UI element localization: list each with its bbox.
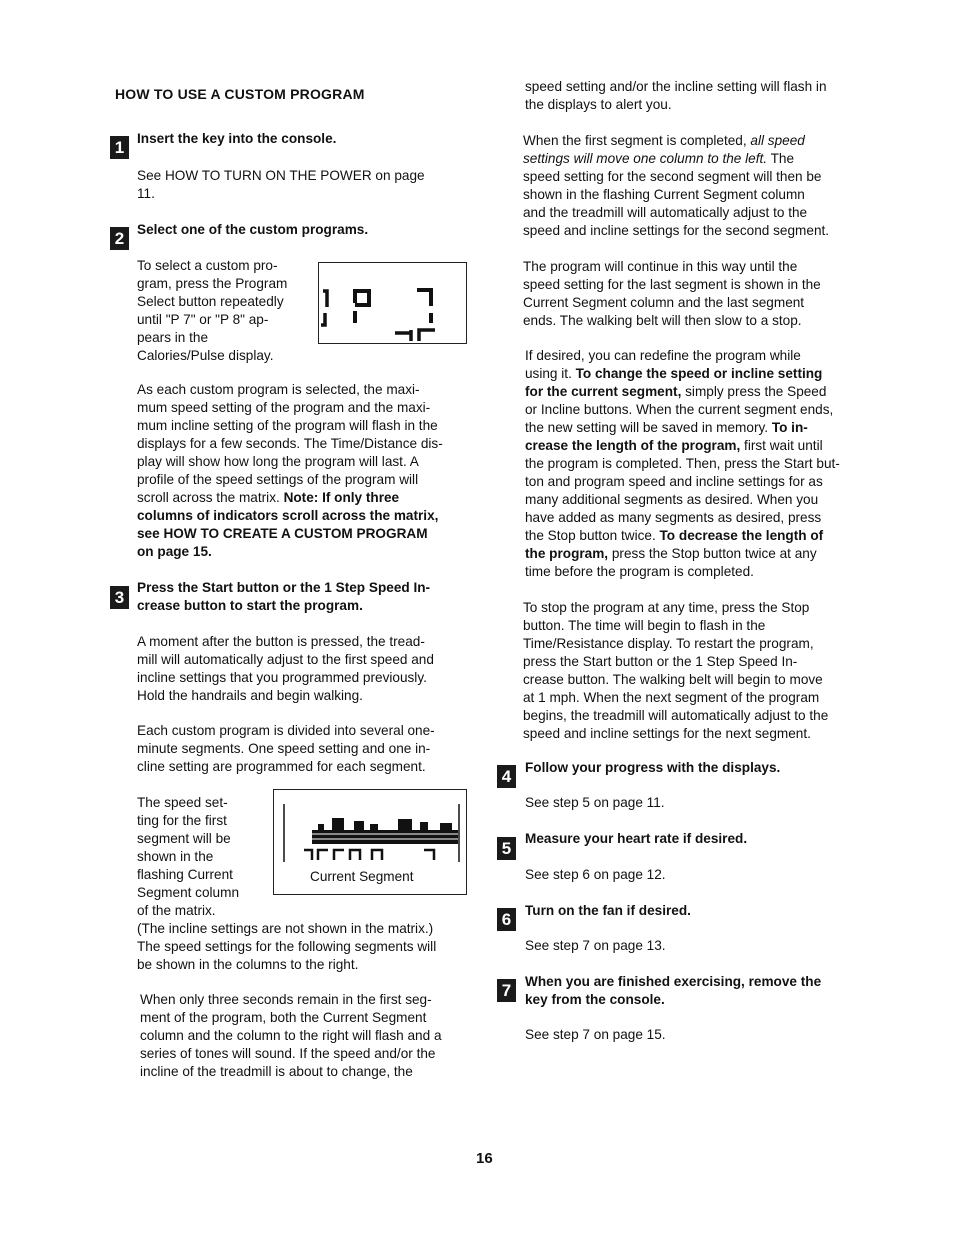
para-line: the program is completed. Then, press the Start but-	[525, 456, 840, 471]
para-line: column and the column to the right will flash and a	[140, 1028, 442, 1043]
note-bold: Note: If only three	[283, 490, 400, 505]
para-line: mum speed setting of the program and the maxi-	[137, 400, 431, 415]
step-7-body: See step 7 on page 15.	[525, 1027, 666, 1042]
speed-text-line: shown in the	[137, 849, 214, 864]
text-segment: the new setting will be saved in memory.	[525, 420, 772, 435]
step-4-number: 4	[497, 765, 516, 788]
step-7-heading-line: When you are finished exercising, remove the	[525, 974, 822, 989]
para-line: mill will automatically adjust to the first speed and	[137, 652, 434, 667]
para-line: If desired, you can redefine the program while	[525, 348, 801, 363]
para-line: the displays to alert you.	[525, 97, 672, 112]
para-line	[525, 383, 826, 401]
para-line: have added as many segments as desired, press	[525, 510, 822, 525]
italic-segment: settings will move one column to the left.	[523, 151, 768, 166]
speed-text-line: Segment column	[137, 885, 240, 900]
step-1-heading: Insert the key into the console.	[137, 131, 337, 146]
para-line: series of tones will sound. If the speed and/or the	[140, 1046, 436, 1061]
para-line: shown in the flashing Current Segment column	[523, 187, 805, 202]
para-line: speed and incline settings for the next segment.	[523, 726, 811, 741]
text-segment: press the Stop button twice at any	[608, 546, 817, 561]
step-7-heading-line: key from the console.	[525, 992, 665, 1007]
para-segment: scroll across the matrix.	[137, 490, 280, 505]
para-line: speed setting for the second segment will then be	[523, 169, 822, 184]
lcd-p7-digits-icon	[319, 263, 466, 343]
step-6-body: See step 7 on page 13.	[525, 938, 666, 953]
para-line: many additional segments as desired. When you	[525, 492, 819, 507]
text-segment: using it.	[525, 366, 576, 381]
para-line: incline settings that you programmed previously.	[137, 670, 427, 685]
matrix-caption: Current Segment	[310, 869, 414, 884]
step-3-heading-line: crease button to start the program.	[137, 598, 363, 613]
para-line: The speed settings for the following segments will	[137, 939, 437, 954]
para-line: incline of the treadmill is about to change, the	[140, 1064, 413, 1079]
speed-text-line: The speed set-	[137, 795, 228, 810]
para-line: The program will continue in this way until the	[523, 259, 798, 274]
para-line: at 1 mph. When the next segment of the program	[523, 690, 820, 705]
para-line: Each custom program is divided into several one-	[137, 723, 435, 738]
speed-text-line: flashing Current	[137, 867, 233, 882]
para-line: As each custom program is selected, the maxi-	[137, 382, 420, 397]
text-segment: first wait until	[740, 438, 823, 453]
para-line: (The incline settings are not shown in the matrix.)	[137, 921, 434, 936]
page-title: HOW TO USE A CUSTOM PROGRAM	[115, 86, 365, 102]
para-line: When only three seconds remain in the first seg-	[140, 992, 432, 1007]
speed-text-line: segment will be	[137, 831, 231, 846]
bold-segment: crease the length of the program,	[525, 438, 741, 453]
step-1-number: 1	[110, 136, 129, 159]
text-segment: simply press the Speed	[681, 384, 827, 399]
para-line	[525, 437, 823, 455]
bold-segment: To change the speed or incline setting	[575, 366, 823, 381]
para-line: cline setting are programmed for each segment.	[137, 759, 426, 774]
select-text-line: pears in the	[137, 330, 209, 345]
para-line: ment of the program, both the Current Segment	[140, 1010, 427, 1025]
select-text-line: To select a custom pro-	[137, 258, 278, 273]
para-line: time before the program is completed.	[525, 564, 754, 579]
para-line	[523, 132, 805, 150]
para-line: mum incline setting of the program will flash in the	[137, 418, 438, 433]
para-line	[525, 419, 808, 437]
bold-segment: To decrease the length of	[659, 528, 824, 543]
page-number: 16	[476, 1150, 493, 1167]
para-line: speed setting and/or the incline setting will flash in	[525, 79, 827, 94]
step-1-body-line: 11.	[137, 186, 155, 201]
text-segment: The	[767, 151, 795, 166]
para-line: Time/Resistance display. To restart the program,	[523, 636, 814, 651]
step-2-number: 2	[110, 227, 129, 250]
para-line: press the Start button or the 1 Step Speed In-	[523, 654, 798, 669]
bold-segment: for the current segment,	[525, 384, 682, 399]
text-segment: the Stop button twice.	[525, 528, 660, 543]
step-2-heading: Select one of the custom programs.	[137, 222, 369, 237]
note-bold-line: see HOW TO CREATE A CUSTOM PROGRAM	[137, 526, 428, 541]
matrix-segments-icon	[274, 790, 466, 868]
para-line: button. The time will begin to flash in the	[523, 618, 766, 633]
step-5-number: 5	[497, 837, 516, 860]
step-6-heading: Turn on the fan if desired.	[525, 903, 691, 918]
para-line	[525, 527, 823, 545]
step-5-body: See step 6 on page 12.	[525, 867, 666, 882]
para-line: play will show how long the program will last. A	[137, 454, 419, 469]
para-line: crease button. The walking belt will begin to move	[523, 672, 823, 687]
step-3-heading-line: Press the Start button or the 1 Step Speed In-	[137, 580, 431, 595]
select-text-line: until "P 7" or "P 8" ap-	[137, 312, 269, 327]
select-text-line: gram, press the Program	[137, 276, 288, 291]
note-bold-line: columns of indicators scroll across the matrix,	[137, 508, 439, 523]
para-line: Hold the handrails and begin walking.	[137, 688, 363, 703]
step-3-number: 3	[110, 586, 129, 609]
italic-segment: all speed	[750, 133, 805, 148]
select-text-line: Calories/Pulse display.	[137, 348, 274, 363]
para-line: ton and program speed and incline settings for as	[525, 474, 823, 489]
para-line	[525, 545, 817, 563]
speed-text-line: of the matrix.	[137, 903, 216, 918]
step-5-heading: Measure your heart rate if desired.	[525, 831, 748, 846]
para-line: minute segments. One speed setting and one in-	[137, 741, 431, 756]
para-line: and the treadmill will automatically adjust to the	[523, 205, 808, 220]
para-line	[525, 365, 822, 383]
note-bold-line: on page 15.	[137, 544, 212, 559]
text-segment: When the first segment is completed,	[523, 133, 751, 148]
para-line: be shown in the columns to the right.	[137, 957, 359, 972]
step-1-body-line: See HOW TO TURN ON THE POWER on page	[137, 168, 425, 183]
para-line: speed and incline settings for the second segment.	[523, 223, 830, 238]
para-line: To stop the program at any time, press the Stop	[523, 600, 810, 615]
matrix-display	[273, 789, 467, 895]
select-text-line: Select button repeatedly	[137, 294, 284, 309]
step-4-heading: Follow your progress with the displays.	[525, 760, 781, 775]
para-line	[523, 150, 794, 168]
speed-text-line: ting for the first	[137, 813, 227, 828]
para-line: ends. The walking belt will then slow to a stop.	[523, 313, 802, 328]
para-line: A moment after the button is pressed, the tread-	[137, 634, 425, 649]
bold-segment: the program,	[525, 546, 609, 561]
step-4-body: See step 5 on page 11.	[525, 795, 665, 810]
para-line: Current Segment column and the last segment	[523, 295, 805, 310]
para-line: or Incline buttons. When the current segment ends,	[525, 402, 834, 417]
bold-segment: To in-	[771, 420, 808, 435]
para-line	[137, 489, 399, 507]
calories-pulse-display	[318, 262, 467, 344]
para-line: speed setting for the last segment is shown in the	[523, 277, 821, 292]
para-line: begins, the treadmill will automatically adjust to the	[523, 708, 829, 723]
para-line: displays for a few seconds. The Time/Distance dis-	[137, 436, 443, 451]
step-7-number: 7	[497, 979, 516, 1002]
para-line: profile of the speed settings of the program will	[137, 472, 419, 487]
step-6-number: 6	[497, 908, 516, 931]
